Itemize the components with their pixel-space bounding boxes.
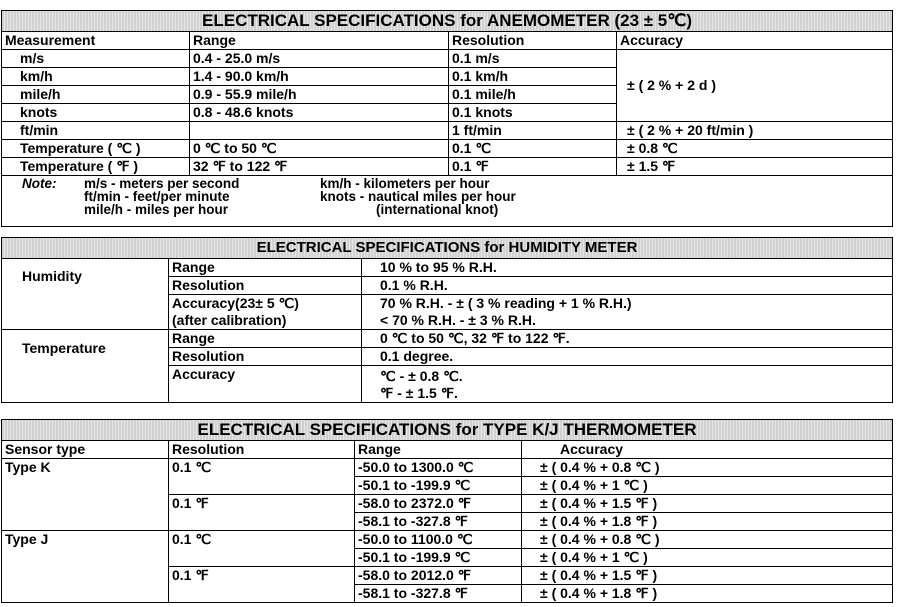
accuracy-cell: ± ( 2 % + 20 ft/min ) xyxy=(617,122,893,140)
accuracy-cell: ± ( 0.4 % + 1 ℃ ) xyxy=(522,477,893,495)
accuracy-cell: ± ( 0.4 % + 1.8 ℉ ) xyxy=(522,585,893,603)
header-accuracy: Accuracy xyxy=(617,32,893,50)
temperature-range-label: Range xyxy=(169,330,362,348)
range-cell: -58.1 to -327.8 ℉ xyxy=(355,585,522,603)
range-cell: 1.4 - 90.0 km/h xyxy=(190,68,449,86)
measurement-cell: ft/min xyxy=(2,122,190,140)
range-cell: 32 ℉ to 122 ℉ xyxy=(190,158,449,176)
humidity-range-label: Range xyxy=(169,259,362,277)
header-range: Range xyxy=(190,32,449,50)
range-cell: -58.0 to 2372.0 ℉ xyxy=(355,495,522,513)
anemometer-title: ELECTRICAL SPECIFICATIONS for ANEMOMETER (23 ± 5℃) xyxy=(2,11,893,32)
type-j-label: Type J xyxy=(2,531,169,603)
resolution-cell: 1 ft/min xyxy=(449,122,617,140)
range-cell: -50.0 to 1100.0 ℃ xyxy=(355,531,522,549)
resolution-cell: 0.1 m/s xyxy=(449,50,617,68)
range-cell: -58.1 to -327.8 ℉ xyxy=(355,513,522,531)
humidity-accuracy-value: 70 % R.H. - ± ( 3 % reading + 1 % R.H.) xyxy=(362,295,893,313)
thermometer-spec-table xyxy=(1,419,893,603)
anemometer-spec-table xyxy=(1,10,893,227)
type-k-resolution-f: 0.1 ℉ xyxy=(169,495,355,531)
note-ftmin: ft/min - feet/per minute xyxy=(84,189,230,204)
temperature-resolution-label: Resolution xyxy=(169,348,362,366)
humidity-spec-table xyxy=(1,237,893,403)
humidity-accuracy-value-2: < 70 % R.H. - ± 3 % R.H. xyxy=(362,312,893,330)
temperature-accuracy-spacer xyxy=(169,385,362,403)
resolution-cell: 0.1 knots xyxy=(449,104,617,122)
measurement-cell: Temperature ( ℃ ) xyxy=(2,140,190,158)
note-knots: knots - nautical miles per hour xyxy=(320,189,516,204)
measurement-cell: km/h xyxy=(2,68,190,86)
humidity-label: Humidity xyxy=(2,259,169,330)
humidity-title: ELECTRICAL SPECIFICATIONS for HUMIDITY METER xyxy=(2,238,893,259)
accuracy-cell: ± 1.5 ℉ xyxy=(617,158,893,176)
header-accuracy: Accuracy xyxy=(522,441,893,459)
temperature-accuracy-value-2: ℉ - ± 1.5 ℉. xyxy=(362,385,893,403)
anemometer-spec-block xyxy=(1,10,892,227)
range-cell: 0.8 - 48.6 knots xyxy=(190,104,449,122)
resolution-cell: 0.1 ℃ xyxy=(449,140,617,158)
header-measurement: Measurement xyxy=(2,32,190,50)
note-kmh: km/h - kilometers per hour xyxy=(320,176,490,191)
header-range: Range xyxy=(355,441,522,459)
resolution-cell: 0.1 ℉ xyxy=(449,158,617,176)
header-resolution: Resolution xyxy=(449,32,617,50)
resolution-cell: 0.1 mile/h xyxy=(449,86,617,104)
range-cell: 0 ℃ to 50 ℃ xyxy=(190,140,449,158)
notes-cell xyxy=(2,176,893,227)
accuracy-cell: ± ( 0.4 % + 1.5 ℉ ) xyxy=(522,495,893,513)
note-ms: m/s - meters per second xyxy=(84,176,240,191)
thermometer-spec-block xyxy=(1,419,892,603)
accuracy-merged-cell: ± ( 2 % + 2 d ) xyxy=(617,50,893,122)
measurement-cell: knots xyxy=(2,104,190,122)
type-k-resolution-c: 0.1 ℃ xyxy=(169,459,355,495)
temperature-range-value: 0 ℃ to 50 ℃, 32 ℉ to 122 ℉. xyxy=(362,330,893,348)
accuracy-cell: ± ( 0.4 % + 0.8 ℃ ) xyxy=(522,531,893,549)
measurement-cell: mile/h xyxy=(2,86,190,104)
temperature-resolution-value: 0.1 degree. xyxy=(362,348,893,366)
type-j-resolution-f: 0.1 ℉ xyxy=(169,567,355,603)
temperature-label: Temperature xyxy=(2,330,169,403)
accuracy-cell: ± 0.8 ℃ xyxy=(617,140,893,158)
header-resolution: Resolution xyxy=(169,441,355,459)
thermometer-title: ELECTRICAL SPECIFICATIONS for TYPE K/J THERMOMETER xyxy=(2,420,893,441)
range-cell: -50.1 to -199.9 ℃ xyxy=(355,477,522,495)
humidity-spec-block xyxy=(1,237,892,403)
humidity-resolution-label: Resolution xyxy=(169,277,362,295)
range-cell: -50.0 to 1300.0 ℃ xyxy=(355,459,522,477)
accuracy-cell: ± ( 0.4 % + 1.8 ℉ ) xyxy=(522,513,893,531)
range-cell: 0.9 - 55.9 mile/h xyxy=(190,86,449,104)
range-cell: -58.0 to 2012.0 ℉ xyxy=(355,567,522,585)
humidity-resolution-value: 0.1 % R.H. xyxy=(362,277,893,295)
type-k-label: Type K xyxy=(2,459,169,531)
note-knots-international: (international knot) xyxy=(376,202,499,217)
humidity-range-value: 10 % to 95 % R.H. xyxy=(362,259,893,277)
type-j-resolution-c: 0.1 ℃ xyxy=(169,531,355,567)
header-sensor-type: Sensor type xyxy=(2,441,169,459)
temperature-accuracy-label: Accuracy xyxy=(169,366,362,386)
accuracy-cell: ± ( 0.4 % + 1.5 ℉ ) xyxy=(522,567,893,585)
humidity-accuracy-label: Accuracy(23± 5 ℃) xyxy=(169,295,362,313)
humidity-accuracy-label-2: (after calibration) xyxy=(169,312,362,330)
range-cell: 0.4 - 25.0 m/s xyxy=(190,50,449,68)
accuracy-cell: ± ( 0.4 % + 0.8 ℃ ) xyxy=(522,459,893,477)
temperature-accuracy-value: ℃ - ± 0.8 ℃. xyxy=(362,366,893,386)
measurement-cell: m/s xyxy=(2,50,190,68)
range-cell: -50.1 to -199.9 ℃ xyxy=(355,549,522,567)
note-label: Note: xyxy=(22,176,57,191)
resolution-cell: 0.1 km/h xyxy=(449,68,617,86)
range-cell xyxy=(190,122,449,140)
note-mileh: mile/h - miles per hour xyxy=(84,202,229,217)
measurement-cell: Temperature ( ℉ ) xyxy=(2,158,190,176)
accuracy-cell: ± ( 0.4 % + 1 ℃ ) xyxy=(522,549,893,567)
